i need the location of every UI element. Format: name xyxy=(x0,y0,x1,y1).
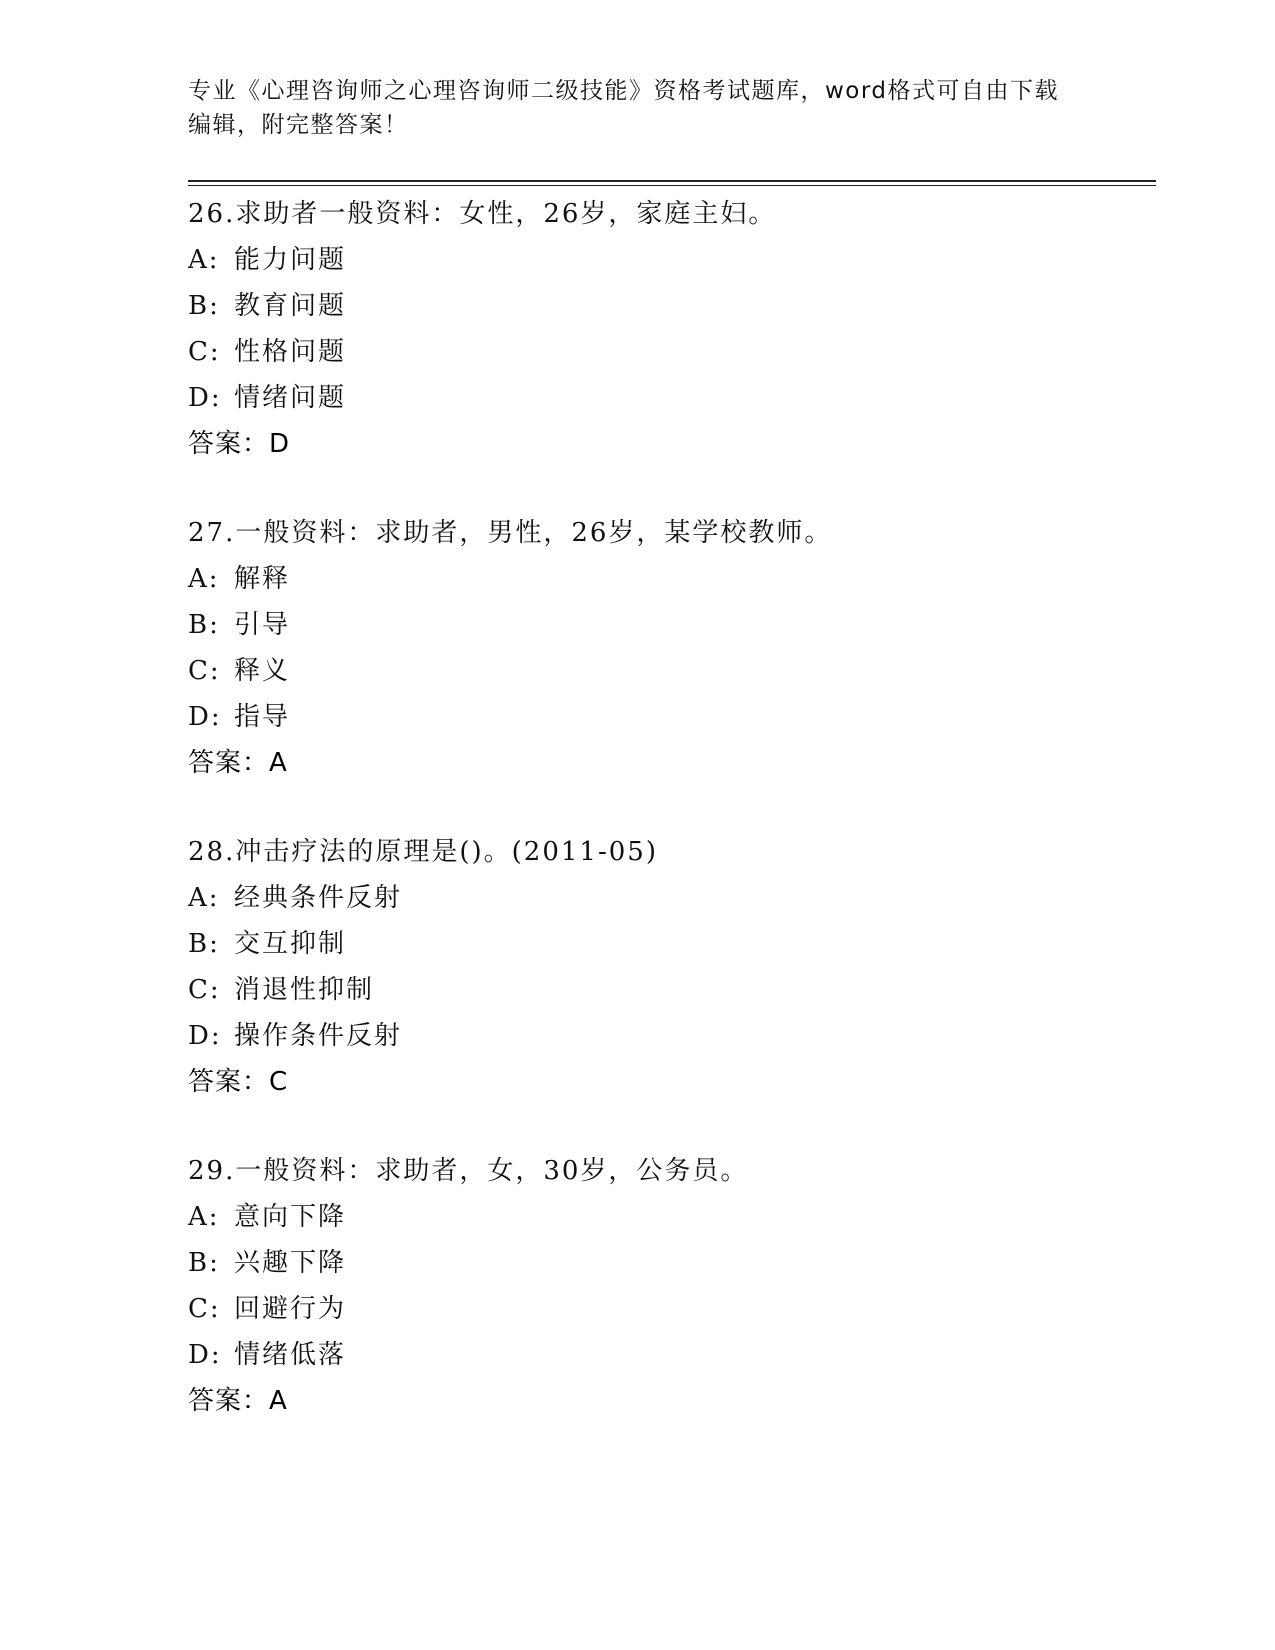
option-text: 情绪低落 xyxy=(234,1340,347,1370)
option-d xyxy=(188,1013,1148,1059)
option-key: C: xyxy=(188,656,221,686)
option-b xyxy=(188,283,1148,329)
option-key: A: xyxy=(188,883,220,913)
option-key: A: xyxy=(188,1202,220,1232)
option-a xyxy=(188,237,1148,283)
answer-line: 答案：A xyxy=(188,1386,288,1416)
question-stem: 29.一般资料：求助者，女，30岁，公务员。 xyxy=(188,1156,749,1186)
question-29 xyxy=(188,1148,1148,1424)
question-stem: 27.一般资料：求助者，男性，26岁，某学校教师。 xyxy=(188,518,833,548)
option-key: D: xyxy=(188,1021,222,1051)
document-header xyxy=(188,74,1088,142)
question-stem: 26.求助者一般资料：女性，26岁，家庭主妇。 xyxy=(188,199,777,229)
option-b xyxy=(188,1240,1148,1286)
header-divider-thin xyxy=(188,185,1156,186)
option-d xyxy=(188,1332,1148,1378)
option-text: 教育问题 xyxy=(234,291,347,321)
option-d xyxy=(188,694,1148,740)
option-a xyxy=(188,1194,1148,1240)
header-line-2: 编辑，附完整答案！ xyxy=(188,112,409,138)
question-26 xyxy=(188,191,1148,467)
option-b xyxy=(188,602,1148,648)
option-text: 经典条件反射 xyxy=(234,883,403,913)
option-text: 能力问题 xyxy=(234,245,347,275)
option-c xyxy=(188,1286,1148,1332)
question-28 xyxy=(188,829,1148,1105)
option-key: A: xyxy=(188,245,220,275)
option-text: 兴趣下降 xyxy=(234,1248,347,1278)
option-text: 解释 xyxy=(234,564,291,594)
header-line-1: 专业《心理咨询师之心理咨询师二级技能》资格考试题库，word格式可自由下载 xyxy=(188,78,1060,104)
option-text: 性格问题 xyxy=(234,337,347,367)
option-key: B: xyxy=(188,929,220,959)
answer-line: 答案：A xyxy=(188,748,288,778)
option-key: C: xyxy=(188,975,221,1005)
answer-line: 答案：D xyxy=(188,429,291,459)
option-text: 操作条件反射 xyxy=(234,1021,403,1051)
option-c xyxy=(188,967,1148,1013)
option-key: D: xyxy=(188,702,222,732)
option-text: 消退性抑制 xyxy=(234,975,375,1005)
option-key: D: xyxy=(188,383,222,413)
option-text: 引导 xyxy=(234,610,291,640)
option-key: A: xyxy=(188,564,220,594)
option-key: B: xyxy=(188,291,220,321)
option-c xyxy=(188,648,1148,694)
option-text: 情绪问题 xyxy=(234,383,347,413)
header-divider-thick xyxy=(188,180,1156,182)
option-a xyxy=(188,556,1148,602)
option-b xyxy=(188,921,1148,967)
question-27 xyxy=(188,510,1148,786)
option-d xyxy=(188,375,1148,421)
question-stem: 28.冲击疗法的原理是()。(2011-05) xyxy=(188,837,658,867)
answer-line: 答案：C xyxy=(188,1067,289,1097)
option-c xyxy=(188,329,1148,375)
option-text: 交互抑制 xyxy=(234,929,347,959)
option-text: 回避行为 xyxy=(234,1294,347,1324)
option-key: C: xyxy=(188,337,221,367)
option-key: C: xyxy=(188,1294,221,1324)
option-text: 释义 xyxy=(234,656,291,686)
option-key: B: xyxy=(188,610,220,640)
option-text: 意向下降 xyxy=(234,1202,347,1232)
option-text: 指导 xyxy=(234,702,291,732)
option-key: D: xyxy=(188,1340,222,1370)
option-key: B: xyxy=(188,1248,220,1278)
option-a xyxy=(188,875,1148,921)
